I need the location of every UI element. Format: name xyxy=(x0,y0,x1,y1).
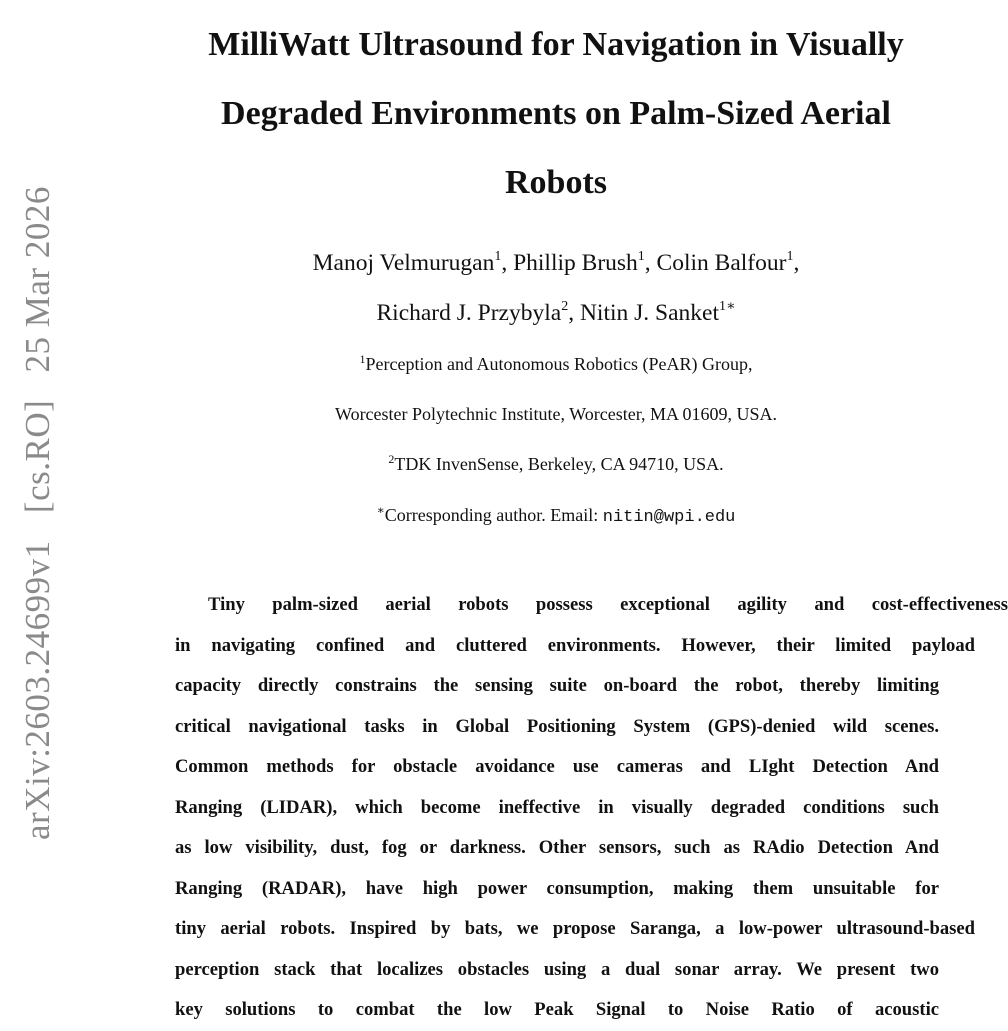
corresponding-email: nitin@wpi.edu xyxy=(602,508,736,527)
affiliation-1-line-1 xyxy=(120,352,992,376)
abstract-line: capacity directly constrains the sensing suite on-board the robot, thereby limiting xyxy=(175,675,939,696)
arxiv-date: 25 Mar 2026 xyxy=(18,186,57,373)
affiliation-mark: 1 xyxy=(359,352,366,366)
author-affiliation-mark: 1 xyxy=(637,249,645,264)
arxiv-id: arXiv:2603.24699v1 xyxy=(18,540,57,840)
abstract-line: Ranging (LIDAR), which become ineffective in visually degraded conditions such xyxy=(175,796,939,818)
affiliation-text: Worcester Polytechnic Institute, Worcester, MA 01609, USA. xyxy=(335,404,777,424)
author-name: Colin Balfour xyxy=(656,250,787,276)
title-line-3: Robots xyxy=(504,164,608,201)
author-affiliation-mark: 2 xyxy=(561,299,569,314)
abstract-line-partial: key solutions to combat the low Peak Signal to Noise Ratio of acoustic xyxy=(175,999,939,1020)
abstract-line: tiny aerial robots. Inspired by bats, we propose Saranga, a low-power ultrasound-based xyxy=(175,918,975,939)
abstract xyxy=(175,585,1008,1020)
author-affiliation-mark: 1 xyxy=(494,249,502,264)
affiliation-text: Perception and Autonomous Robotics (PeAR) Group, xyxy=(365,354,753,374)
corresponding-author xyxy=(120,503,992,530)
affiliation-2 xyxy=(120,452,992,476)
author-affiliation-mark: 1∗ xyxy=(718,299,736,314)
author-affiliation-mark: 1 xyxy=(786,249,794,264)
author-name: Nitin J. Sanket xyxy=(579,300,719,326)
affiliation-text: TDK InvenSense, Berkeley, CA 94710, USA. xyxy=(394,454,724,474)
corresponding-mark: ∗ xyxy=(376,503,385,517)
abstract-line: critical navigational tasks in Global Positioning System (GPS)-denied wild scenes. xyxy=(175,715,939,737)
paper-title xyxy=(120,10,992,217)
arxiv-identifier-stamp xyxy=(18,168,58,840)
title-line-2: Degraded Environments on Palm-Sized Aerial xyxy=(221,95,891,132)
corresponding-label: Corresponding author. Email: xyxy=(384,505,603,525)
author-name: Manoj Velmurugan xyxy=(312,250,495,276)
abstract-line: perception stack that localizes obstacles using a dual sonar array. We present two xyxy=(175,958,939,980)
abstract-line: Ranging (RADAR), have high power consumption, making them unsuitable for xyxy=(175,877,939,899)
abstract-line: Common methods for obstacle avoidance use cameras and LIght Detection And xyxy=(175,756,939,777)
author-list xyxy=(120,238,992,338)
title-line-1: MilliWatt Ultrasound for Navigation in Visually xyxy=(208,26,904,63)
author-name: Phillip Brush xyxy=(513,250,638,276)
author-line-1: Manoj Velmurugan$^1$, Phillip Brush$^1$, Colin Balfour$^1$, xyxy=(312,249,800,276)
abstract-line: in navigating confined and cluttered environments. However, their limited payload xyxy=(175,634,975,656)
affiliation-mark: 2 xyxy=(388,452,395,466)
arxiv-category: [cs.RO] xyxy=(18,399,57,514)
author-name: Richard J. Przybyla xyxy=(376,300,562,326)
author-line-2: Richard J. Przybyla$^2$, Nitin J. Sanket$^{1∗}$ xyxy=(376,299,736,326)
abstract-line: as low visibility, dust, fog or darkness. Other sensors, such as RAdio Detection And xyxy=(175,837,939,858)
affiliation-1-line-2 xyxy=(120,402,992,426)
abstract-line: Tiny palm-sized aerial robots possess exceptional agility and cost-effectiveness xyxy=(208,594,1008,615)
